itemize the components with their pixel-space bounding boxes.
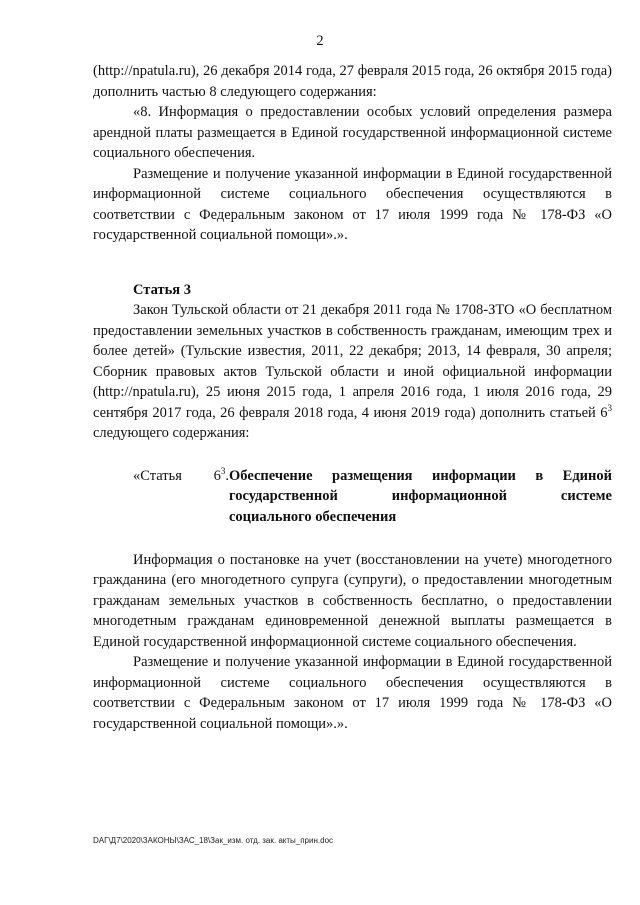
paragraph-continuation: (http://npatula.ru), 26 декабря 2014 года, 27 февраля 2015 года, 26 октября 2015 года) дополнить частью 8 следующего содержания: <box>93 63 612 100</box>
paragraph-placement: Размещение и получение указанной информации в Единой государственной информационной системе социального обеспечения осуществляются в соответствии с Федеральным законом от 17 июля 1999 года № 178-ФЗ «О государственной социальной помощи».». <box>93 165 612 243</box>
article-3-sup: 3 <box>607 402 612 413</box>
new-article-title-line1: Обеспечение размещения информации в Единой государственной информационной системе <box>229 467 612 504</box>
new-article-paragraph-placement: Размещение и получение указанной информации в Единой государственной информационной системе социального обеспечения осуществляются в соответствии с Федеральным законом от 17 июля 1999 года № 178-ФЗ «О государственной социальной помощи».». <box>93 654 612 732</box>
article-3-body <box>93 300 612 444</box>
article-3-body-text: Закон Тульской области от 21 декабря 2011 года № 1708-ЗТО «О бесплатном предоставлении земельных участков в собственность гражданам, имеющим трех и более детей» (Тульские известия, 2011, 22 декабря; 2013, 14 февраля, 30 апреля; Сборник правовых актов Тульской области и иной официальной информации (http://npatula.ru), 25 июня 2015 года, 1 апреля 2016 года, 1 июля 2016 года, 29 сентября 2017 года, 26 февраля 2018 года, 4 июня 2019 года) дополнить статьей 6 <box>93 302 612 421</box>
new-article-title <box>229 466 612 528</box>
paragraph-part8: «8. Информация о предоставлении особых условий определения размера арендной платы размещается в Единой государственной информационной системе социального обеспечения. <box>93 104 612 161</box>
new-article-label-sup: 3 <box>220 465 226 476</box>
document-body <box>93 61 612 734</box>
new-article-title-line2: социального обеспечения <box>229 508 397 525</box>
page-number: 2 <box>316 33 324 49</box>
new-article-paragraph-info: Информация о постановке на учет (восстановлении на учете) многодетного гражданина (его многодетного супруга (супруги), о предоставлении многодетным гражданам земельных участков в собственность бесплатно, о предоставлении многодетным гражданам единовременной денежной выплаты размещается в Единой государственной информационной системе социального обеспечения. <box>93 551 612 650</box>
article-3-heading: Статья 3 <box>133 281 191 298</box>
new-article-label-prefix: «Статья 6 <box>133 467 221 484</box>
new-article-heading <box>93 466 612 528</box>
new-article-label <box>133 466 229 487</box>
footer-file-path: DAГ\Д7\2020\ЗАКОНЫ\ЗАС_18\Зак_изм. отд. зак. акты_прин.doc <box>93 836 334 845</box>
new-article-label-suffix: . <box>225 467 229 484</box>
article-3-body-tail: следующего содержания: <box>93 425 250 441</box>
